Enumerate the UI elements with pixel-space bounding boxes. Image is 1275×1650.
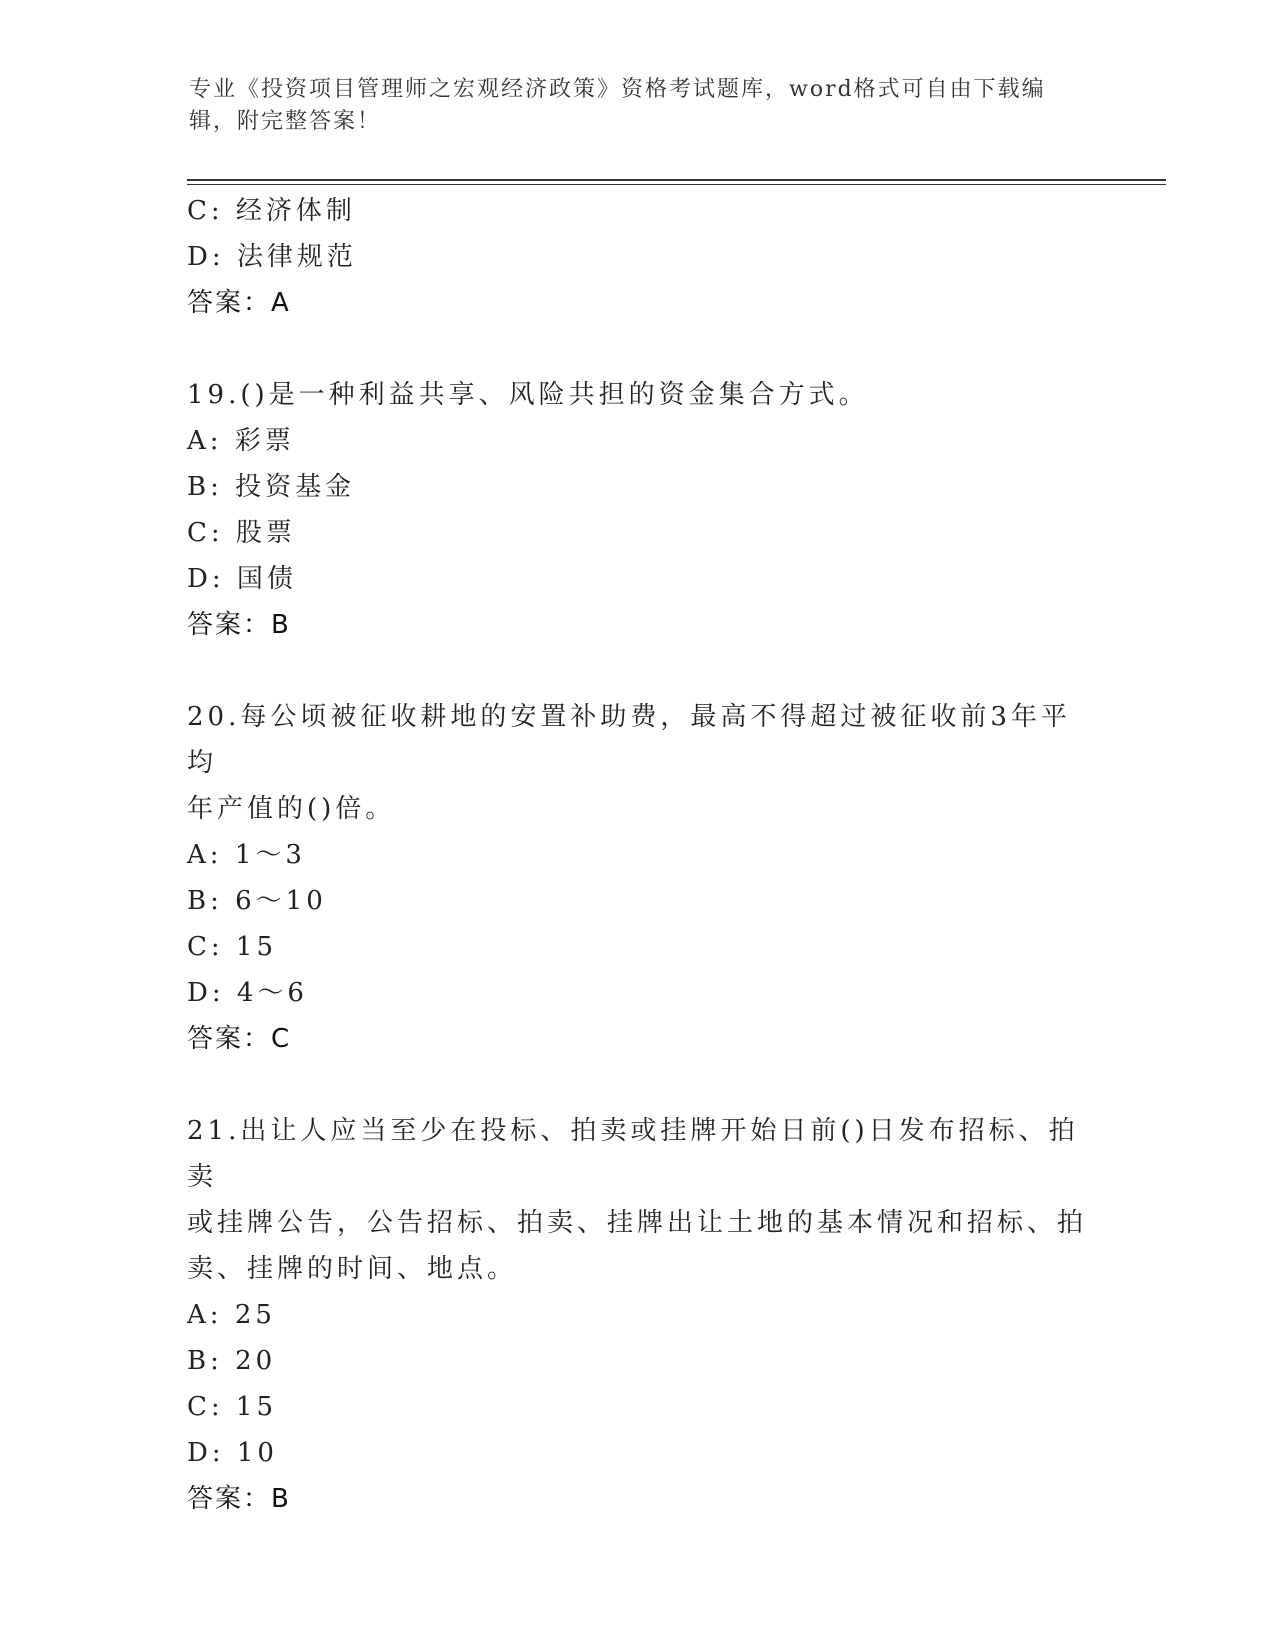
question-19 bbox=[187, 372, 1087, 648]
option-b: B: 投资基金 bbox=[187, 472, 356, 502]
question-stem-line-1: 20.每公顷被征收耕地的安置补助费，最高不得超过被征收前3年平均 bbox=[187, 702, 1071, 778]
question-stem-line-1: 21.出让人应当至少在投标、拍卖或挂牌开始日前()日发布招标、拍卖 bbox=[187, 1116, 1079, 1192]
prev-question bbox=[187, 188, 1087, 326]
option-b: B: 6～10 bbox=[187, 886, 327, 916]
option-a: A: 彩票 bbox=[187, 426, 295, 456]
option-d: D: 10 bbox=[187, 1438, 278, 1468]
option-c: C: 经济体制 bbox=[187, 196, 356, 226]
question-stem-line-2: 或挂牌公告，公告招标、拍卖、挂牌出让土地的基本情况和招标、拍 bbox=[187, 1208, 1088, 1238]
option-c: C: 股票 bbox=[187, 518, 296, 548]
answer-label: 答案：C bbox=[187, 1024, 292, 1054]
answer-label: 答案：A bbox=[187, 288, 291, 318]
header-divider-thick bbox=[187, 179, 1166, 181]
option-d: D: 4～6 bbox=[187, 978, 308, 1008]
answer-label: 答案：B bbox=[187, 1484, 291, 1514]
option-c: C: 15 bbox=[187, 932, 278, 962]
question-stem-line-2: 年产值的()倍。 bbox=[187, 794, 396, 824]
option-c: C: 15 bbox=[187, 1392, 278, 1422]
option-d: D: 法律规范 bbox=[187, 242, 357, 272]
option-a: A: 1～3 bbox=[187, 840, 306, 870]
option-d: D: 国债 bbox=[187, 564, 297, 594]
option-b: B: 20 bbox=[187, 1346, 277, 1376]
header-line-1: 专业《投资项目管理师之宏观经济政策》资格考试题库，word格式可自由下载编 bbox=[189, 77, 1046, 102]
question-20 bbox=[187, 694, 1087, 1062]
question-21 bbox=[187, 1108, 1087, 1522]
page-header bbox=[189, 74, 1079, 138]
question-list bbox=[187, 188, 1087, 1522]
question-stem-line-3: 卖、挂牌的时间、地点。 bbox=[187, 1254, 518, 1284]
header-line-2: 辑，附完整答案！ bbox=[189, 109, 382, 134]
header-divider-thin bbox=[187, 184, 1166, 185]
question-stem: 19.()是一种利益共享、风险共担的资金集合方式。 bbox=[187, 380, 869, 410]
answer-label: 答案：B bbox=[187, 610, 291, 640]
option-a: A: 25 bbox=[187, 1300, 276, 1330]
